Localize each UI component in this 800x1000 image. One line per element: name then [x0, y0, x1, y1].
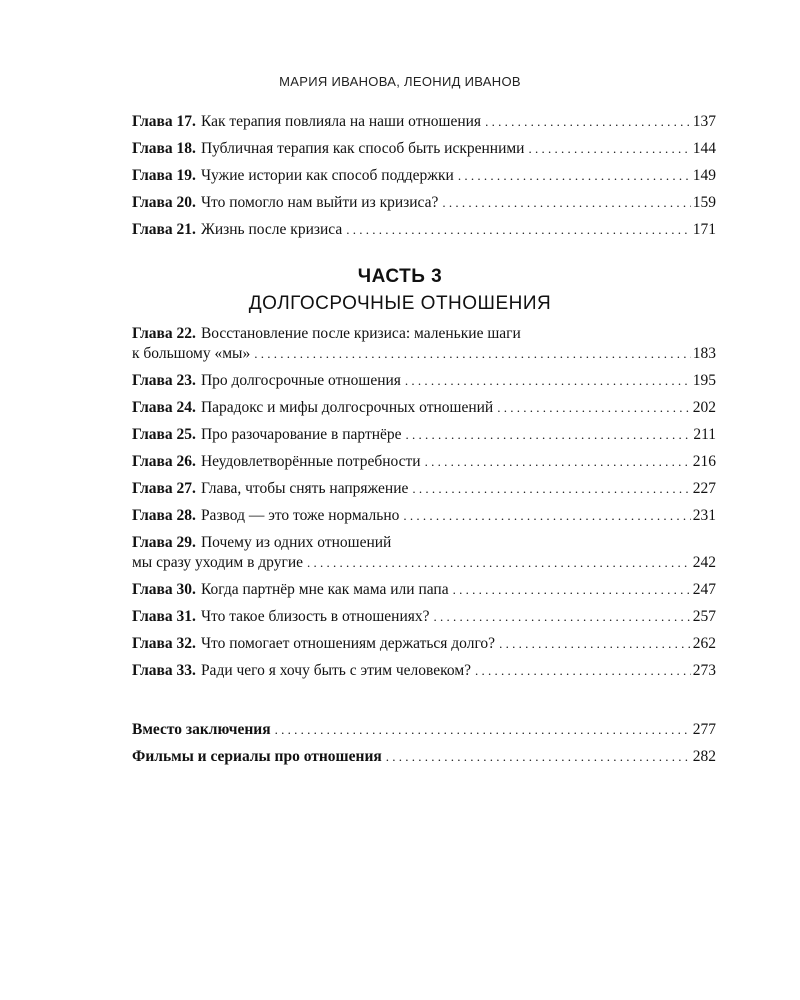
page-number: 183 [692, 345, 716, 362]
running-head: МАРИЯ ИВАНОВА, ЛЕОНИД ИВАНОВ [279, 74, 521, 89]
toc-entry[interactable] [132, 216, 716, 243]
dot-leader [475, 657, 691, 684]
chapter-title: Жизнь после кризиса [200, 221, 343, 238]
toc-entry[interactable] [132, 576, 716, 603]
chapter-label: Глава 29. [132, 534, 196, 551]
page-number: 231 [692, 507, 716, 524]
chapter-title: Глава, чтобы снять напряжение [200, 480, 409, 497]
dot-leader [442, 189, 690, 216]
section-title: Фильмы и сериалы про отношения [132, 748, 382, 765]
chapter-label: Глава 24. [132, 399, 196, 416]
chapter-title: Ради чего я хочу быть с этим человеком? [200, 662, 472, 679]
chapter-label: Глава 25. [132, 426, 196, 443]
dot-leader [254, 340, 691, 367]
dot-leader [386, 743, 691, 770]
page-number: 257 [692, 608, 716, 625]
chapter-label: Глава 23. [132, 372, 196, 389]
dot-leader [405, 367, 691, 394]
toc-entry[interactable] [132, 657, 716, 684]
page-number: 262 [692, 635, 716, 652]
toc-entry[interactable] [132, 135, 716, 162]
dot-leader [499, 630, 691, 657]
toc-entry[interactable] [132, 603, 716, 630]
toc-list [132, 716, 716, 770]
chapter-title: Парадокс и мифы долгосрочных отношений [200, 399, 494, 416]
dot-leader [406, 421, 692, 448]
chapter-title: Как терапия повлияла на наши отношения [200, 113, 482, 130]
dot-leader [425, 448, 691, 475]
dot-leader [453, 576, 691, 603]
toc-entry[interactable] [132, 743, 716, 770]
toc-entry[interactable] [132, 502, 716, 529]
dot-leader [434, 603, 691, 630]
toc-entry[interactable] [132, 189, 716, 216]
chapter-label: Глава 22. [132, 325, 196, 342]
chapter-title: Неудовлетворённые потребности [200, 453, 421, 470]
dot-leader [346, 216, 691, 243]
chapter-label: Глава 32. [132, 635, 196, 652]
page-number: 195 [692, 372, 716, 389]
chapter-title: Что помогает отношениям держаться долго? [200, 635, 496, 652]
chapter-label: Глава 31. [132, 608, 196, 625]
toc-list [132, 108, 716, 243]
chapter-title: Что такое близость в отношениях? [200, 608, 430, 625]
part-heading [0, 263, 800, 317]
chapter-label: Глава 27. [132, 480, 196, 497]
chapter-label: Глава 28. [132, 507, 196, 524]
toc-entry[interactable] [132, 162, 716, 189]
page-number: 227 [692, 480, 716, 497]
toc-entry[interactable] [132, 475, 716, 502]
chapter-label: Глава 20. [132, 194, 196, 211]
page-number: 211 [693, 426, 716, 443]
dot-leader [497, 394, 691, 421]
chapter-title-continued: к большому «мы» [132, 345, 251, 362]
page-number: 247 [692, 581, 716, 598]
toc-entry[interactable] [132, 421, 716, 448]
dot-leader [528, 135, 690, 162]
page-number: 216 [692, 453, 716, 470]
chapter-title: Когда партнёр мне как мама или папа [200, 581, 449, 598]
chapter-title: Развод — это тоже нормально [200, 507, 400, 524]
toc-entry[interactable] [132, 108, 716, 135]
chapter-title: Почему из одних отношений [200, 534, 392, 551]
dot-leader [458, 162, 691, 189]
section-title: Вместо заключения [132, 721, 271, 738]
chapter-label: Глава 18. [132, 140, 196, 157]
dot-leader [485, 108, 691, 135]
page-number: 273 [692, 662, 716, 679]
toc-entry[interactable] [132, 716, 716, 743]
chapter-title: Про долгосрочные отношения [200, 372, 401, 389]
page-number: 144 [692, 140, 716, 157]
part-number: ЧАСТЬ 3 [357, 266, 443, 287]
chapter-label: Глава 33. [132, 662, 196, 679]
page-number: 137 [692, 113, 716, 130]
dot-leader [403, 502, 690, 529]
chapter-label: Глава 21. [132, 221, 196, 238]
toc-entry[interactable] [132, 529, 716, 576]
chapter-label: Глава 26. [132, 453, 196, 470]
toc-entry[interactable] [132, 367, 716, 394]
page-number: 282 [692, 748, 716, 765]
chapter-label: Глава 30. [132, 581, 196, 598]
page-number: 149 [692, 167, 716, 184]
chapter-title: Чужие истории как способ поддержки [200, 167, 454, 184]
page-number: 171 [692, 221, 716, 238]
toc-entry[interactable] [132, 448, 716, 475]
part-title: ДОЛГОСРОЧНЫЕ ОТНОШЕНИЯ [248, 293, 552, 314]
dot-leader [412, 475, 690, 502]
page-number: 277 [692, 721, 716, 738]
chapter-title: Про разочарование в партнёре [200, 426, 402, 443]
chapter-title: Публичная терапия как способ быть искренними [200, 140, 525, 157]
toc-entry[interactable] [132, 320, 716, 367]
page-number: 242 [692, 554, 716, 571]
page-number: 202 [692, 399, 716, 416]
chapter-title: Что помогло нам выйти из кризиса? [200, 194, 439, 211]
chapter-label: Глава 19. [132, 167, 196, 184]
page-number: 159 [692, 194, 716, 211]
dot-leader [307, 549, 691, 576]
dot-leader [275, 716, 691, 743]
chapter-title-continued: мы сразу уходим в другие [132, 554, 304, 571]
toc-entry[interactable] [132, 394, 716, 421]
chapter-label: Глава 17. [132, 113, 196, 130]
toc-entry[interactable] [132, 630, 716, 657]
chapter-title: Восстановление после кризиса: маленькие шаги [200, 325, 521, 342]
toc-list [132, 320, 716, 684]
